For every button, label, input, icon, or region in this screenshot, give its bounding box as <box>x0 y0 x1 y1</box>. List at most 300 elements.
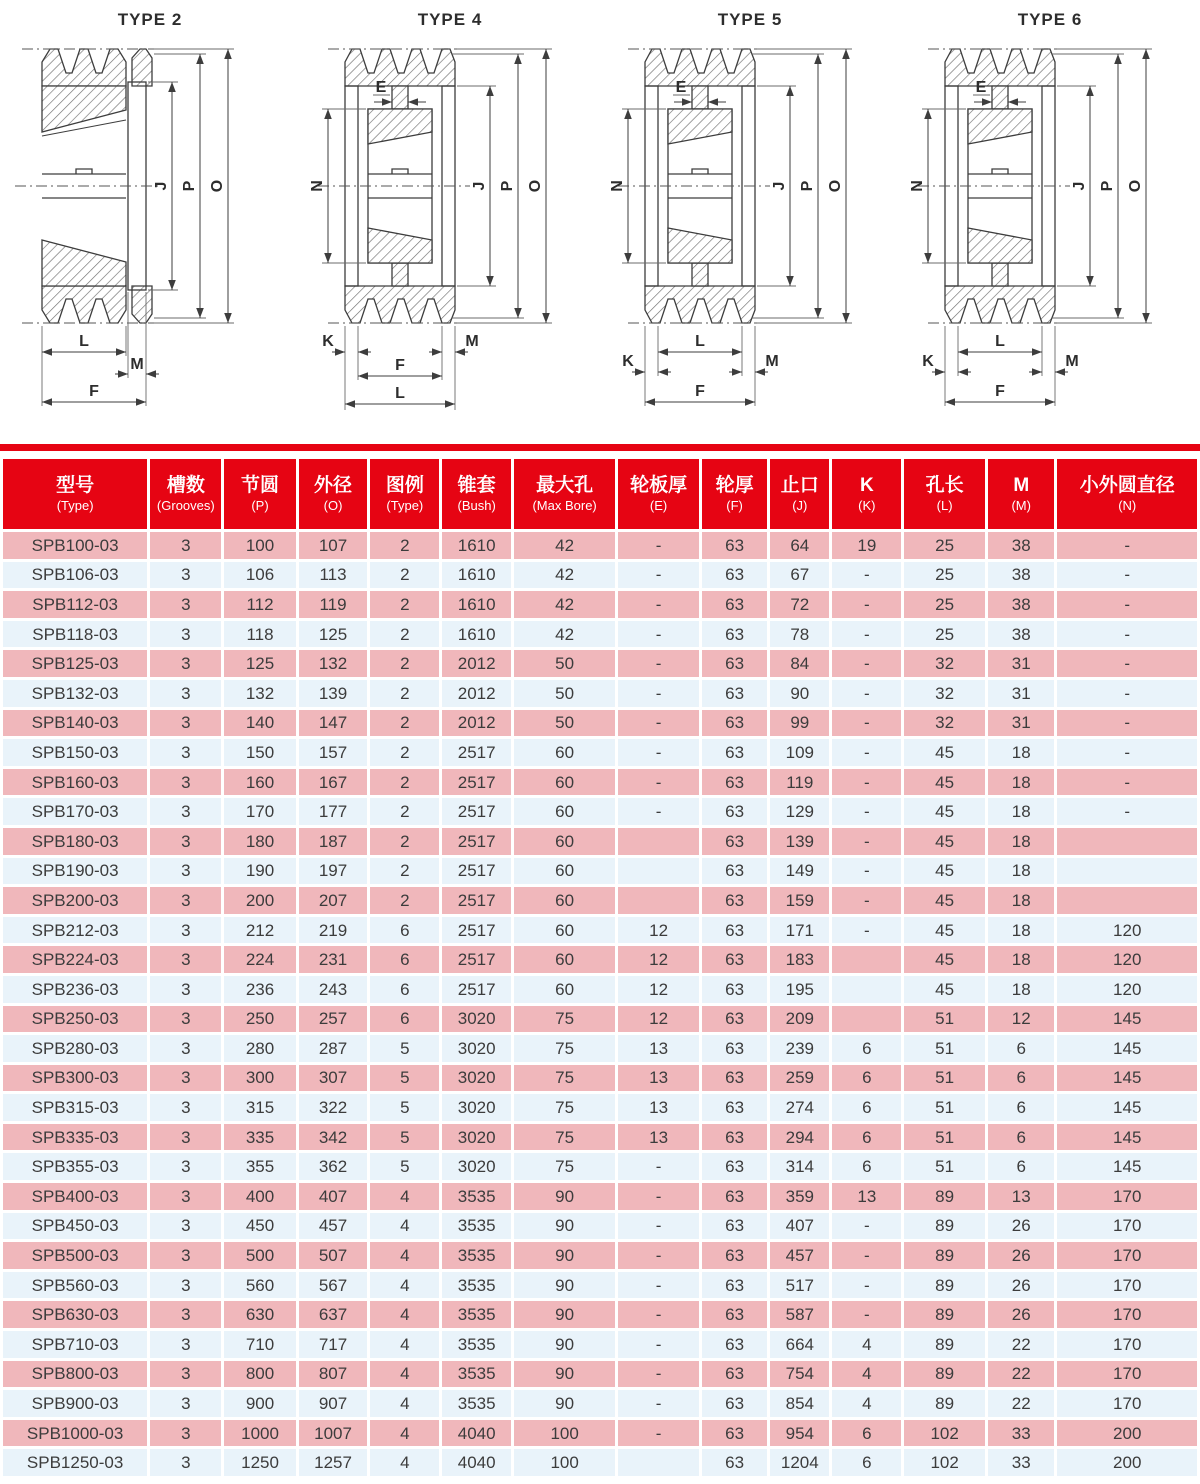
cell: 147 <box>297 708 369 738</box>
cell: 109 <box>769 738 831 768</box>
cell: 3 <box>149 708 223 738</box>
cell: 51 <box>903 1004 987 1034</box>
cell: 42 <box>513 590 617 620</box>
cell: 118 <box>223 619 297 649</box>
cell: 6 <box>987 1122 1056 1152</box>
table-row <box>2 1063 1199 1093</box>
cell: 18 <box>987 945 1056 975</box>
cell: SPB280-03 <box>2 1034 149 1064</box>
cell: - <box>831 767 903 797</box>
cell: 75 <box>513 1093 617 1123</box>
cell: 170 <box>1056 1182 1199 1212</box>
cell <box>1056 856 1199 886</box>
cell: 6 <box>831 1063 903 1093</box>
cell: 145 <box>1056 1122 1199 1152</box>
cell: 907 <box>297 1389 369 1419</box>
cell: 4 <box>831 1359 903 1389</box>
cell: 2517 <box>441 856 513 886</box>
cell: 3 <box>149 856 223 886</box>
cell: - <box>831 738 903 768</box>
cell: 145 <box>1056 1152 1199 1182</box>
cell: 170 <box>1056 1241 1199 1271</box>
dim-label-m: M <box>1065 353 1079 370</box>
cell: 1000 <box>223 1418 297 1448</box>
cell: 287 <box>297 1034 369 1064</box>
cell: - <box>1056 708 1199 738</box>
table-row <box>2 1359 1199 1389</box>
cell: 63 <box>700 886 768 916</box>
table-row <box>2 619 1199 649</box>
cell: 224 <box>223 945 297 975</box>
cell: SPB800-03 <box>2 1359 149 1389</box>
cell: 243 <box>297 974 369 1004</box>
cell: 754 <box>769 1359 831 1389</box>
cell: 45 <box>903 915 987 945</box>
dim-label-k: K <box>622 353 634 370</box>
cell: 12 <box>617 915 701 945</box>
cell: 3 <box>149 886 223 916</box>
cell: 63 <box>700 531 768 561</box>
dim-label-n: N <box>909 180 926 192</box>
cell: 200 <box>1056 1418 1199 1448</box>
dim-label-e: E <box>975 79 987 96</box>
cell: 13 <box>617 1063 701 1093</box>
table-row <box>2 1004 1199 1034</box>
cell: SPB170-03 <box>2 797 149 827</box>
cell: 32 <box>903 708 987 738</box>
cell: 18 <box>987 886 1056 916</box>
cell: 18 <box>987 856 1056 886</box>
cell: 315 <box>223 1093 297 1123</box>
column-header: 槽数 (Grooves) <box>149 458 223 531</box>
cell: 145 <box>1056 1004 1199 1034</box>
cell: 51 <box>903 1093 987 1123</box>
cell: 63 <box>700 1093 768 1123</box>
drawing-type-2 <box>0 0 300 444</box>
cell: 18 <box>987 826 1056 856</box>
cell: 407 <box>769 1211 831 1241</box>
cell: 63 <box>700 1330 768 1360</box>
table-row <box>2 1152 1199 1182</box>
cell: 3 <box>149 1093 223 1123</box>
cell <box>617 856 701 886</box>
cell: 2 <box>369 560 441 590</box>
cell: 2 <box>369 590 441 620</box>
cell: - <box>617 1152 701 1182</box>
cell: 190 <box>223 856 297 886</box>
cell: 5 <box>369 1063 441 1093</box>
table-body <box>2 531 1199 1478</box>
cell: 630 <box>223 1300 297 1330</box>
table-row <box>2 738 1199 768</box>
cell: 63 <box>700 1063 768 1093</box>
cell: 3 <box>149 974 223 1004</box>
cell: 38 <box>987 560 1056 590</box>
cell: 13 <box>831 1182 903 1212</box>
pulley-diagram-type-2 <box>0 34 300 444</box>
dim-label-o: O <box>827 179 844 193</box>
dim-label-l: L <box>79 333 89 350</box>
cell: 3 <box>149 560 223 590</box>
cell: 300 <box>223 1063 297 1093</box>
table-row <box>2 531 1199 561</box>
cell: 6 <box>987 1063 1056 1093</box>
table-row <box>2 1330 1199 1360</box>
cell: SPB180-03 <box>2 826 149 856</box>
cell: 954 <box>769 1418 831 1448</box>
cell: 139 <box>769 826 831 856</box>
cell: 1610 <box>441 590 513 620</box>
cell: 900 <box>223 1389 297 1419</box>
cell: 50 <box>513 708 617 738</box>
drawing-type-4 <box>300 0 600 444</box>
cell: - <box>617 560 701 590</box>
cell: 359 <box>769 1182 831 1212</box>
cell: 120 <box>1056 974 1199 1004</box>
cell: 187 <box>297 826 369 856</box>
cell: - <box>617 1241 701 1271</box>
cell: SPB118-03 <box>2 619 149 649</box>
dim-label-j: J <box>771 181 788 191</box>
cell: SPB335-03 <box>2 1122 149 1152</box>
cell: - <box>617 1270 701 1300</box>
cell: 560 <box>223 1270 297 1300</box>
dim-label-p: P <box>799 180 816 192</box>
dim-label-o: O <box>527 179 544 193</box>
cell: SPB150-03 <box>2 738 149 768</box>
cell: 13 <box>987 1182 1056 1212</box>
cell: 3020 <box>441 1152 513 1182</box>
cell: 63 <box>700 590 768 620</box>
cell: SPB450-03 <box>2 1211 149 1241</box>
cell: 587 <box>769 1300 831 1330</box>
cell: 4 <box>831 1330 903 1360</box>
cell: 3020 <box>441 1063 513 1093</box>
cell: SPB125-03 <box>2 649 149 679</box>
cell: 102 <box>903 1448 987 1478</box>
cell: - <box>1056 531 1199 561</box>
cell: 19 <box>831 531 903 561</box>
cell: 407 <box>297 1182 369 1212</box>
cell: SPB1250-03 <box>2 1448 149 1478</box>
drawing-type-6 <box>900 0 1200 444</box>
pulley-diagram-type-5 <box>600 34 900 444</box>
dim-label-o: O <box>209 179 226 193</box>
cell: 60 <box>513 974 617 1004</box>
cell: 3535 <box>441 1182 513 1212</box>
cell: 26 <box>987 1211 1056 1241</box>
cell: 450 <box>223 1211 297 1241</box>
cell: 355 <box>223 1152 297 1182</box>
cell: SPB112-03 <box>2 590 149 620</box>
table-row <box>2 649 1199 679</box>
cell: 63 <box>700 974 768 1004</box>
cell: 12 <box>987 1004 1056 1034</box>
cell: 145 <box>1056 1063 1199 1093</box>
cell: 3535 <box>441 1241 513 1271</box>
cell: 90 <box>513 1270 617 1300</box>
cell: 236 <box>223 974 297 1004</box>
cell: 6 <box>369 915 441 945</box>
cell: 2517 <box>441 915 513 945</box>
cell: 63 <box>700 738 768 768</box>
cell: 4040 <box>441 1448 513 1478</box>
cell: 2 <box>369 826 441 856</box>
cell <box>831 1004 903 1034</box>
cell: - <box>831 1300 903 1330</box>
cell: - <box>831 619 903 649</box>
cell: 6 <box>831 1418 903 1448</box>
table-row <box>2 1122 1199 1152</box>
column-header: K (K) <box>831 458 903 531</box>
cell: 13 <box>617 1122 701 1152</box>
pulley-diagram-type-4 <box>300 34 600 444</box>
cell: SPB250-03 <box>2 1004 149 1034</box>
cell: 3 <box>149 1270 223 1300</box>
cell: 60 <box>513 797 617 827</box>
cell: 4 <box>369 1241 441 1271</box>
dim-label-o: O <box>1127 179 1144 193</box>
dim-label-l: L <box>395 385 405 402</box>
column-header: M (M) <box>987 458 1056 531</box>
cell: 3 <box>149 531 223 561</box>
cell: 63 <box>700 1034 768 1064</box>
cell: 2 <box>369 678 441 708</box>
cell: - <box>617 590 701 620</box>
cell: 294 <box>769 1122 831 1152</box>
table-row <box>2 1182 1199 1212</box>
cell: 50 <box>513 678 617 708</box>
cell: 2 <box>369 886 441 916</box>
cell: 183 <box>769 945 831 975</box>
cell: 3 <box>149 826 223 856</box>
cell: 6 <box>831 1448 903 1478</box>
cell: - <box>1056 738 1199 768</box>
cell: 6 <box>987 1034 1056 1064</box>
cell: 5 <box>369 1122 441 1152</box>
cell: - <box>1056 649 1199 679</box>
cell: - <box>617 1211 701 1241</box>
cell: 3 <box>149 1063 223 1093</box>
cell: 3 <box>149 1211 223 1241</box>
cell: 3 <box>149 649 223 679</box>
dim-label-k: K <box>322 333 334 350</box>
cell: 2517 <box>441 797 513 827</box>
cell: 195 <box>769 974 831 1004</box>
cell: 1204 <box>769 1448 831 1478</box>
cell: 1257 <box>297 1448 369 1478</box>
cell: 45 <box>903 945 987 975</box>
cell: 90 <box>513 1330 617 1360</box>
cell <box>1056 826 1199 856</box>
cell: 200 <box>223 886 297 916</box>
cell <box>831 974 903 1004</box>
table-row <box>2 974 1199 1004</box>
cell: 119 <box>297 590 369 620</box>
dim-label-j: J <box>153 181 170 191</box>
cell: 22 <box>987 1389 1056 1419</box>
cell: 3535 <box>441 1389 513 1419</box>
cell: 170 <box>1056 1359 1199 1389</box>
cell: - <box>617 1330 701 1360</box>
cell: - <box>831 560 903 590</box>
dim-label-l: L <box>695 333 705 350</box>
drawing-title: TYPE 6 <box>1017 10 1083 29</box>
cell: 132 <box>297 649 369 679</box>
cell: 145 <box>1056 1034 1199 1064</box>
cell: - <box>617 797 701 827</box>
drawing-title: TYPE 4 <box>417 10 483 29</box>
dim-label-f: F <box>89 383 99 400</box>
cell: 13 <box>617 1093 701 1123</box>
cell: 100 <box>223 531 297 561</box>
drawing-title: TYPE 2 <box>117 10 183 29</box>
cell: 3020 <box>441 1093 513 1123</box>
cell: 6 <box>987 1152 1056 1182</box>
table-row <box>2 945 1199 975</box>
table-row <box>2 708 1199 738</box>
dim-label-p: P <box>1099 180 1116 192</box>
cell: 90 <box>513 1359 617 1389</box>
cell: SPB900-03 <box>2 1389 149 1419</box>
cell: 307 <box>297 1063 369 1093</box>
cell: 3535 <box>441 1359 513 1389</box>
cell <box>1056 886 1199 916</box>
cell: 125 <box>223 649 297 679</box>
cell: 84 <box>769 649 831 679</box>
cell: 200 <box>1056 1448 1199 1478</box>
cell: 26 <box>987 1270 1056 1300</box>
cell: 2517 <box>441 738 513 768</box>
cell: 132 <box>223 678 297 708</box>
cell: - <box>1056 767 1199 797</box>
cell: 4 <box>369 1300 441 1330</box>
cell: 33 <box>987 1418 1056 1448</box>
column-header: 外径 (O) <box>297 458 369 531</box>
cell: 63 <box>700 1448 768 1478</box>
cell: 63 <box>700 767 768 797</box>
dim-label-j: J <box>471 181 488 191</box>
cell: SPB500-03 <box>2 1241 149 1271</box>
column-header: 孔长 (L) <box>903 458 987 531</box>
table-row <box>2 1418 1199 1448</box>
cell: SPB630-03 <box>2 1300 149 1330</box>
cell: 102 <box>903 1418 987 1448</box>
table-row <box>2 856 1199 886</box>
cell: - <box>1056 619 1199 649</box>
cell: 139 <box>297 678 369 708</box>
cell: 60 <box>513 738 617 768</box>
cell: SPB200-03 <box>2 886 149 916</box>
column-header: 小外圆直径 (N) <box>1056 458 1199 531</box>
cell: 145 <box>1056 1093 1199 1123</box>
cell: 90 <box>513 1389 617 1419</box>
table-row <box>2 767 1199 797</box>
cell: - <box>617 767 701 797</box>
cell: 63 <box>700 1359 768 1389</box>
cell: 170 <box>1056 1270 1199 1300</box>
cell: - <box>617 708 701 738</box>
cell: 51 <box>903 1034 987 1064</box>
cell: 45 <box>903 738 987 768</box>
cell: 280 <box>223 1034 297 1064</box>
cell: - <box>831 856 903 886</box>
cell: 3 <box>149 619 223 649</box>
cell: 6 <box>831 1093 903 1123</box>
cell: SPB160-03 <box>2 767 149 797</box>
cell: 18 <box>987 915 1056 945</box>
cell: - <box>831 915 903 945</box>
cell: 45 <box>903 826 987 856</box>
cell: 25 <box>903 590 987 620</box>
cell: 6 <box>831 1122 903 1152</box>
column-header: 轮厚 (F) <box>700 458 768 531</box>
cell: 664 <box>769 1330 831 1360</box>
cell: 51 <box>903 1063 987 1093</box>
cell: 75 <box>513 1034 617 1064</box>
cell: 90 <box>513 1211 617 1241</box>
cell: - <box>617 1418 701 1448</box>
cell: 457 <box>769 1241 831 1271</box>
cell: 18 <box>987 974 1056 1004</box>
dim-label-e: E <box>375 79 387 96</box>
table-row <box>2 1241 1199 1271</box>
cell: 3 <box>149 1448 223 1478</box>
cell: 60 <box>513 826 617 856</box>
cell: 6 <box>369 945 441 975</box>
cell <box>831 945 903 975</box>
dim-label-n: N <box>309 180 326 192</box>
dim-label-n: N <box>609 180 626 192</box>
cell: 2517 <box>441 945 513 975</box>
cell: 112 <box>223 590 297 620</box>
cell: - <box>617 738 701 768</box>
cell: - <box>617 531 701 561</box>
cell: 2012 <box>441 649 513 679</box>
cell: 4 <box>369 1182 441 1212</box>
cell: 89 <box>903 1359 987 1389</box>
cell: - <box>1056 560 1199 590</box>
cell: 2517 <box>441 767 513 797</box>
cell: 3 <box>149 1300 223 1330</box>
pulley-diagram-type-6 <box>900 34 1200 444</box>
cell: 322 <box>297 1093 369 1123</box>
cell: 63 <box>700 1270 768 1300</box>
cell: 6 <box>369 974 441 1004</box>
cell: SPB315-03 <box>2 1093 149 1123</box>
cell: 63 <box>700 1211 768 1241</box>
cell: SPB1000-03 <box>2 1418 149 1448</box>
cell: 90 <box>769 678 831 708</box>
cell: 63 <box>700 1152 768 1182</box>
cell: 3 <box>149 1241 223 1271</box>
cell: - <box>831 1241 903 1271</box>
cell: 4 <box>369 1418 441 1448</box>
cell: 159 <box>769 886 831 916</box>
cell: 637 <box>297 1300 369 1330</box>
cell: 89 <box>903 1270 987 1300</box>
cell: 25 <box>903 531 987 561</box>
dim-label-j: J <box>1071 181 1088 191</box>
dim-label-f: F <box>395 357 405 374</box>
cell: 45 <box>903 797 987 827</box>
cell: - <box>617 678 701 708</box>
cell: 3 <box>149 590 223 620</box>
cell: 4 <box>369 1448 441 1478</box>
cell: 51 <box>903 1152 987 1182</box>
spec-table <box>0 456 1200 1479</box>
cell: 342 <box>297 1122 369 1152</box>
